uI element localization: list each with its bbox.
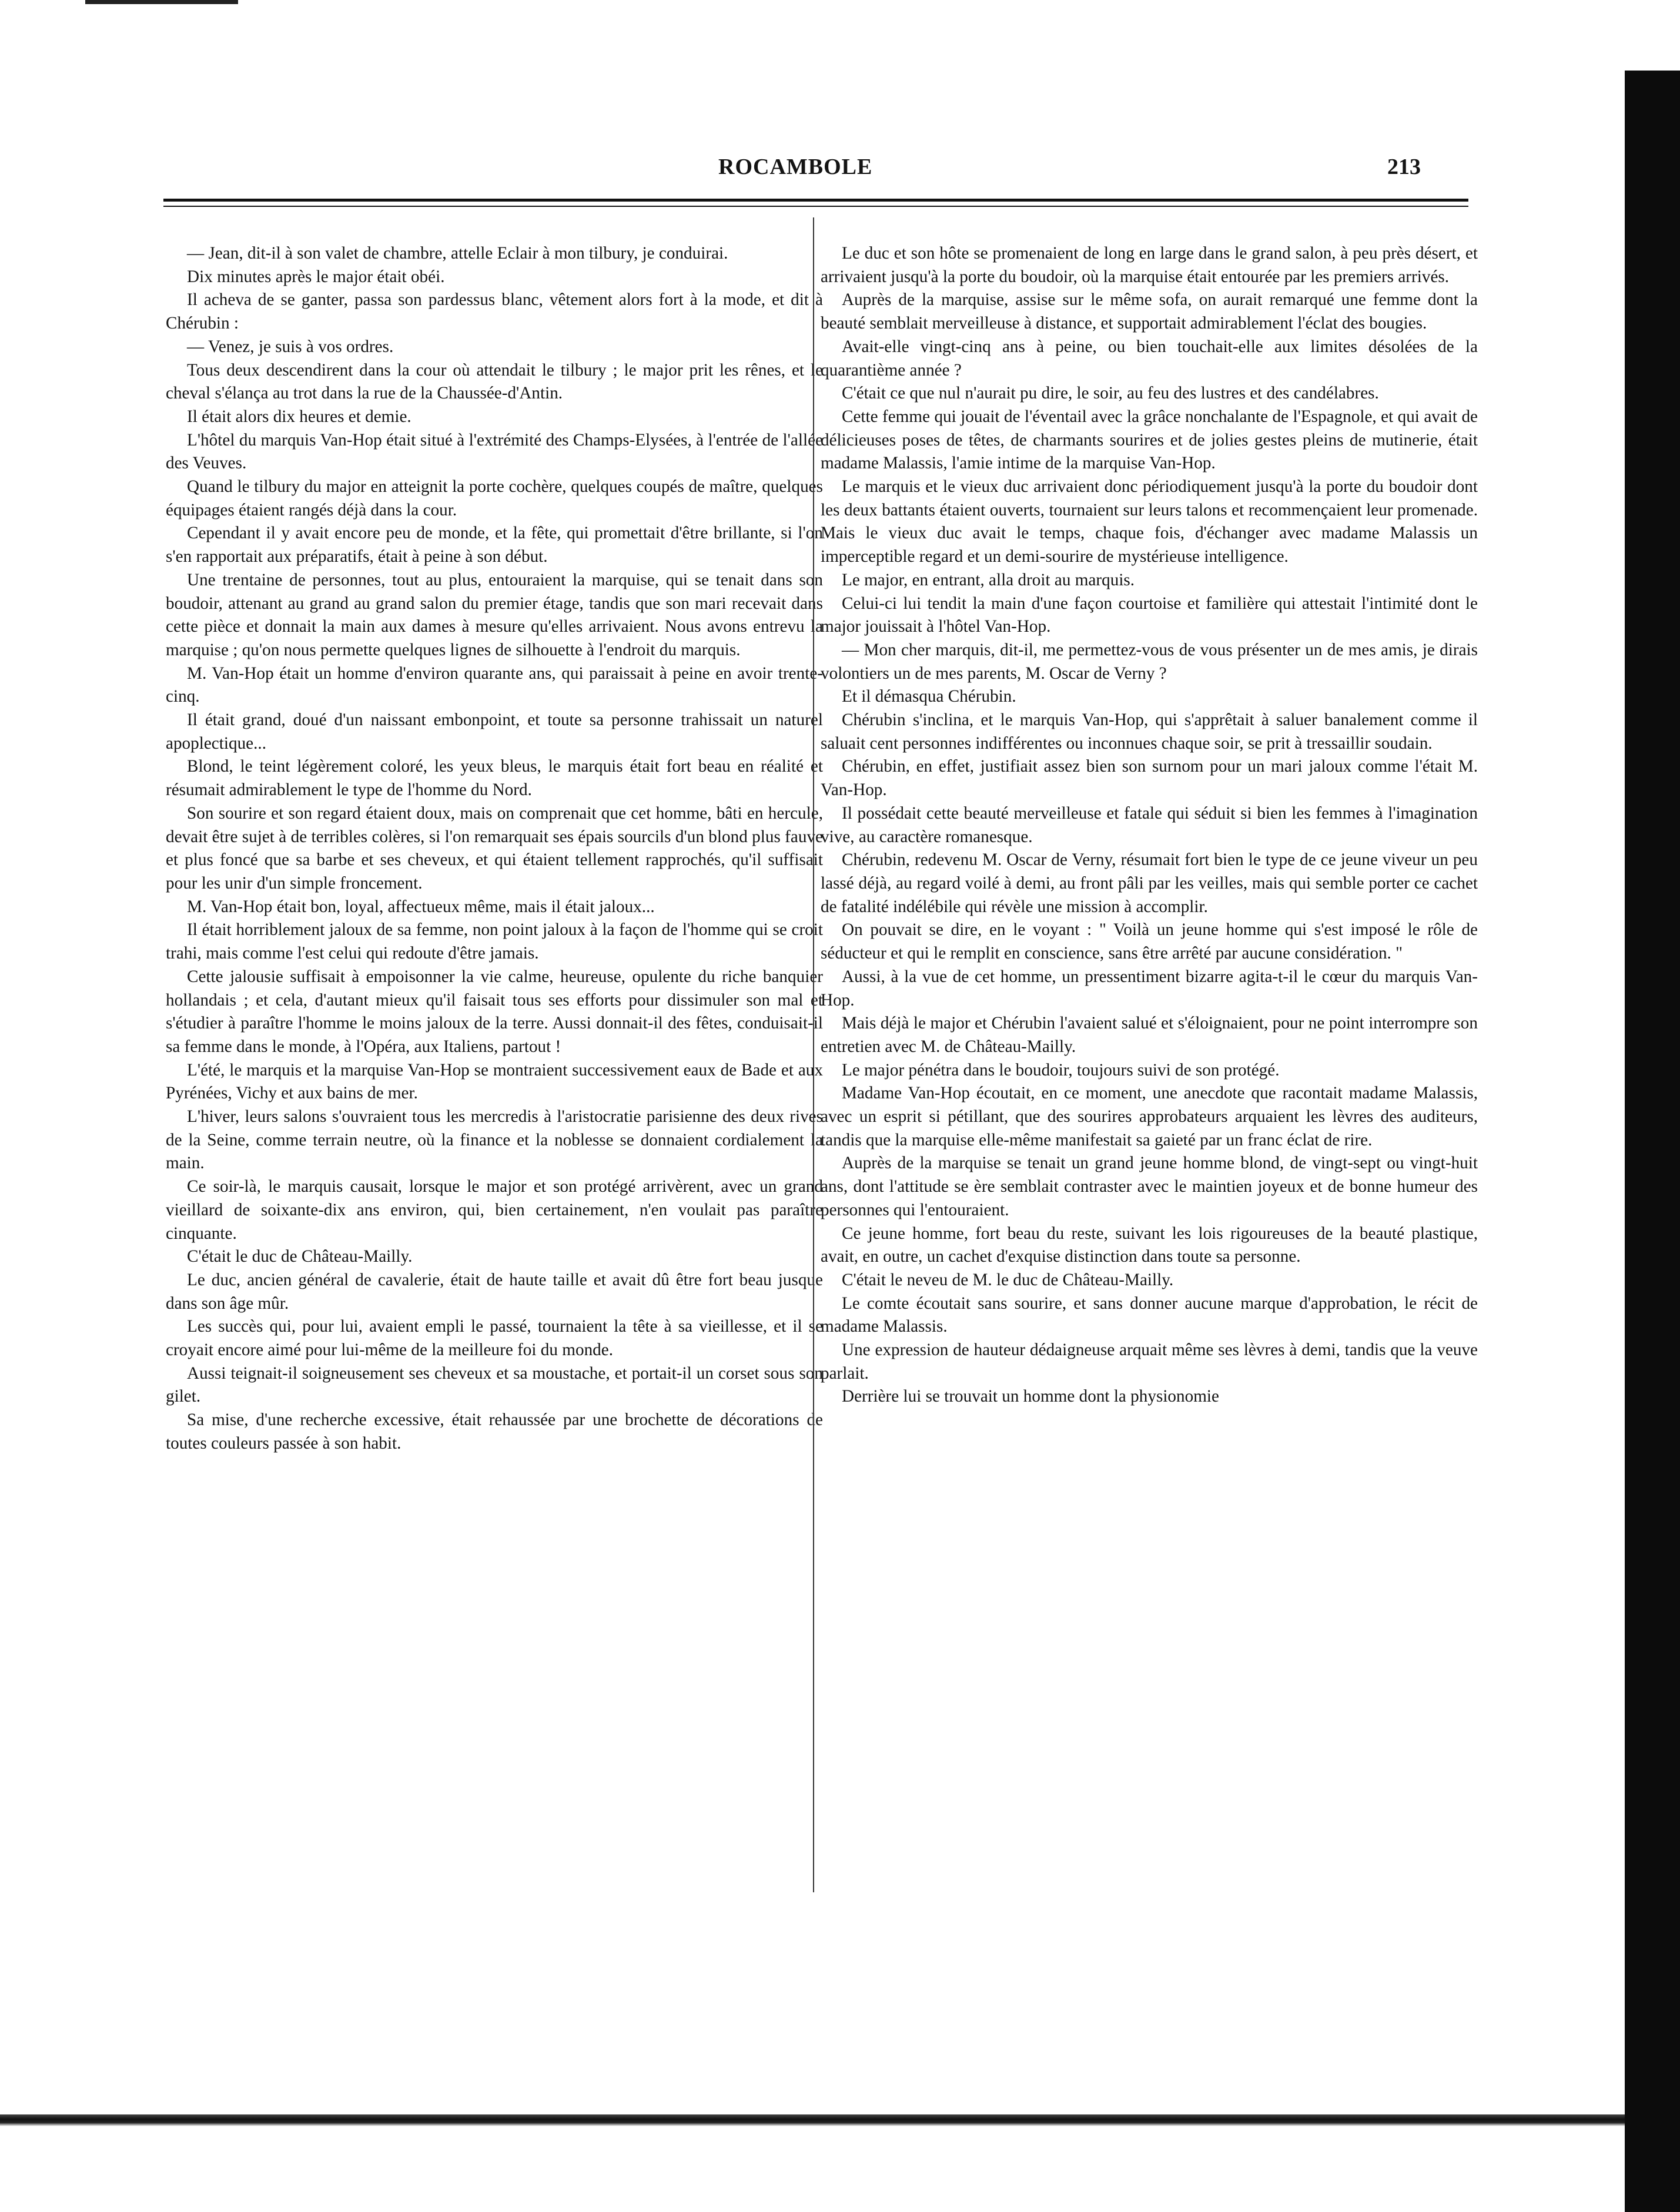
paragraph: Il était horriblement jaloux de sa femme, non point jaloux à la façon de l'homme qui se croit trahi, mais comme l'est celui qui redoute d'être jamais.: [166, 920, 823, 963]
paragraph: Mais déjà le major et Chérubin l'avaient salué et s'éloignaient, pour ne point interrompre son entretien avec M. de Château-Mailly.: [821, 1014, 1478, 1056]
paragraph: Dix minutes après le major était obéi.: [187, 267, 445, 286]
paragraph: Le duc, ancien général de cavalerie, était de haute taille et avait dû être fort beau jusque dans son âge mûr.: [166, 1270, 823, 1313]
paragraph: Une expression de hauteur dédaigneuse arquait même ses lèvres à demi, tandis que la veuve parlait.: [821, 1340, 1478, 1383]
paragraph: Et il démasqua Chérubin.: [842, 687, 1016, 706]
paragraph: L'hiver, leurs salons s'ouvraient tous les mercredis à l'aristocratie parisienne des deux rives de la Seine, comme terrain neutre, où la finance et la noblesse se donnaient cordialement la main.: [166, 1107, 823, 1173]
paragraph: C'était le neveu de M. le duc de Château-Mailly.: [842, 1270, 1174, 1289]
paragraph: Il était alors dix heures et demie.: [187, 407, 411, 426]
paragraph: L'hôtel du marquis Van-Hop était situé à l'extrémité des Champs-Elysées, à l'entrée de l'allée des Veuves.: [166, 430, 823, 473]
left-column: [166, 242, 823, 1456]
paragraph: Tous deux descendirent dans la cour où attendait le tilbury ; le major prit les rênes, et le cheval s'élança au trot dans la rue de la Chaussée-d'Antin.: [166, 360, 823, 403]
paragraph: On pouvait se dire, en le voyant : " Voilà un jeune homme qui s'est imposé le rôle de séducteur et qui le remplit en conscience, sans être arrêté par aucune considération. ": [821, 920, 1478, 963]
paragraph: Il possédait cette beauté merveilleuse et fatale qui séduit si bien les femmes à l'imagination vive, au caractère romanesque.: [821, 803, 1478, 846]
paragraph: — Jean, dit-il à son valet de chambre, attelle Eclair à mon tilbury, je conduirai.: [187, 244, 728, 263]
paragraph: Le major pénétra dans le boudoir, toujours suivi de son protégé.: [842, 1060, 1280, 1080]
paragraph: M. Van-Hop était bon, loyal, affectueux même, mais il était jaloux...: [187, 897, 655, 916]
paragraph: Son sourire et son regard étaient doux, mais on comprenait que cet homme, bâti en hercule, devait être sujet à de terribles colères, si l'on remarquait ses épais sourcils d'un blond plus fauve et plus foncé que sa barbe et ses cheveux, et qui étaient tellement rapprochés, qu'il suffisait pour les unir d'un simple froncement.: [166, 803, 823, 893]
paragraph: Il était grand, doué d'un naissant embonpoint, et toute sa personne trahissait un naturel apoplectique...: [166, 710, 823, 753]
paragraph: Avait-elle vingt-cinq ans à peine, ou bien touchait-elle aux limites désolées de la quarantième année ?: [821, 337, 1478, 380]
right-column: [821, 242, 1478, 1409]
paragraph: Ce jeune homme, fort beau du reste, suivant les lois rigoureuses de la beauté plastique, avait, en outre, un cachet d'exquise distinction dans toute sa personne.: [821, 1224, 1478, 1266]
paragraph: L'été, le marquis et la marquise Van-Hop se montraient successivement eaux de Bade et aux Pyrénées, Vichy et aux bains de mer.: [166, 1060, 823, 1103]
paragraph: Blond, le teint légèrement coloré, les yeux bleus, le marquis était fort beau en réalité et résumait admirablement le type de l'homme du Nord.: [166, 757, 823, 800]
paragraph: M. Van-Hop était un homme d'environ quarante ans, qui paraissait à peine en avoir trente-cinq.: [166, 663, 823, 706]
header-rule: [163, 199, 1468, 202]
paragraph: Le comte écoutait sans sourire, et sans donner aucune marque d'approbation, le récit de madame Malassis.: [821, 1293, 1478, 1336]
scan-artifact-top: [85, 0, 238, 4]
paragraph: Chérubin, redevenu M. Oscar de Verny, résumait fort bien le type de ce jeune viveur un peu lassé déjà, au regard voilé à demi, au front pâli par les veilles, mais qui semble porter ce cachet de fatalité indélébile qui révèle une mission à accomplir.: [821, 850, 1478, 916]
page-number: 213: [1387, 155, 1421, 179]
paragraph: C'était le duc de Château-Mailly.: [187, 1247, 413, 1266]
paragraph: Chérubin, en effet, justifiait assez bien son surnom pour un mari jaloux comme l'était M. Van-Hop.: [821, 757, 1478, 800]
scan-artifact-bottom: [0, 2114, 1625, 2126]
paragraph: Chérubin s'inclina, et le marquis Van-Hop, qui s'apprêtait à saluer banalement comme il saluait cent personnes indifférentes ou inconnues chaque soir, se prit à tressaillir soudain.: [821, 710, 1478, 753]
paragraph: — Venez, je suis à vos ordres.: [187, 337, 394, 356]
scan-edge-shadow: [1625, 71, 1680, 2212]
paragraph: C'était ce que nul n'aurait pu dire, le soir, au feu des lustres et des candélabres.: [842, 384, 1379, 403]
paragraph: Les succès qui, pour lui, avaient empli le passé, tournaient la tête à sa vieillesse, et il se croyait encore aimé pour lui-même de la meilleure foi du monde.: [166, 1317, 823, 1360]
paragraph: Auprès de la marquise, assise sur le même sofa, on aurait remarqué une femme dont la beauté semblait merveilleuse à distance, et supportait admirablement l'éclat des bougies.: [821, 290, 1478, 333]
paragraph: Une trentaine de personnes, tout au plus, entouraient la marquise, qui se tenait dans son boudoir, attenant au grand au grand salon du premier étage, tandis que son mari recevait dans cette pièce et donnait la main aux dames à mesure qu'elles arrivaient. Nous avons entrevu la marquise ; qu'on nous permette quelques lignes de silhouette à l'endroit du marquis.: [166, 570, 823, 659]
paragraph: Aussi teignait-il soigneusement ses cheveux et sa moustache, et portait-il un corset sous son gilet.: [166, 1363, 823, 1406]
paragraph: Sa mise, d'une recherche excessive, était rehaussée par une brochette de décorations de toutes couleurs passée à son habit.: [166, 1410, 823, 1453]
paragraph: Quand le tilbury du major en atteignit la porte cochère, quelques coupés de maître, quelques équipages étaient rangés déjà dans la cour.: [166, 477, 823, 520]
paragraph: Le major, en entrant, alla droit au marquis.: [842, 570, 1135, 589]
paragraph: Cette femme qui jouait de l'éventail avec la grâce nonchalante de l'Espagnole, et qui avait de délicieuses poses de têtes, de charmants sourires et de jolies gestes pleins de mutinerie, était madame Malassis, l'amie intime de la marquise Van-Hop.: [821, 407, 1478, 473]
paragraph: Le duc et son hôte se promenaient de long en large dans le grand salon, à peu près désert, et arrivaient jusqu'à la porte du boudoir, où la marquise était entourée par les premiers arrivés.: [821, 244, 1478, 286]
running-title: ROCAMBOLE: [718, 155, 873, 179]
page-header: [0, 154, 1680, 189]
paragraph: Cette jalousie suffisait à empoisonner la vie calme, heureuse, opulente du riche banquier hollandais ; et cela, d'autant mieux qu'il faisait tous ses efforts pour dissimuler son mal et s'étudier à paraître l'homme le moins jaloux de la terre. Aussi donnait-il des fêtes, conduisait-il sa femme dans le monde, à l'Opéra, aux Italiens, partout !: [166, 967, 823, 1056]
paragraph: Le marquis et le vieux duc arrivaient donc périodiquement jusqu'à la porte du boudoir dont les deux battants étaient ouverts, tournaient sur leurs talons et recommençaient leur promenade. Mais le vieux duc avait le temps, chaque fois, d'échanger avec madame Malassis un imperceptible regard et un demi-sourire de mystérieuse intelligence.: [821, 477, 1478, 567]
paragraph: Derrière lui se trouvait un homme dont la physionomie: [842, 1387, 1219, 1406]
paragraph: Auprès de la marquise se tenait un grand jeune homme blond, de vingt-sept ou vingt-huit ans, dont l'attitude se ère semblait contraster avec le maintien joyeux et de bonne humeur des personnes qui l'entouraient.: [821, 1154, 1478, 1219]
paragraph: Celui-ci lui tendit la main d'une façon courtoise et familière qui attestait l'intimité dont le major jouissait à l'hôtel Van-Hop.: [821, 594, 1478, 636]
paragraph: Madame Van-Hop écoutait, en ce moment, une anecdote que racontait madame Malassis, avec un esprit si pétillant, que des sourires approbateurs arquaient les lèvres des auditeurs, tandis que la marquise elle-même manifestait sa gaieté par un franc éclat de rire.: [821, 1084, 1478, 1149]
paragraph: Il acheva de se ganter, passa son pardessus blanc, vêtement alors fort à la mode, et dit à Chérubin :: [166, 290, 823, 333]
header-rule-thin: [163, 206, 1468, 207]
paragraph: Aussi, à la vue de cet homme, un pressentiment bizarre agita-t-il le cœur du marquis Van-Hop.: [821, 967, 1478, 1010]
paragraph: Cependant il y avait encore peu de monde, et la fête, qui promettait d'être brillante, si l'on s'en rapportait aux préparatifs, était à peine à son début.: [166, 524, 823, 567]
paragraph: — Mon cher marquis, dit-il, me permettez-vous de vous présenter un de mes amis, je dirais volontiers un de mes parents, M. Oscar de Verny ?: [821, 640, 1478, 683]
column-divider: [813, 217, 814, 1892]
paragraph: Ce soir-là, le marquis causait, lorsque le major et son protégé arrivèrent, avec un grand vieillard de soixante-dix ans environ, qui, bien certainement, n'en voulait pas paraître cinquante.: [166, 1177, 823, 1243]
